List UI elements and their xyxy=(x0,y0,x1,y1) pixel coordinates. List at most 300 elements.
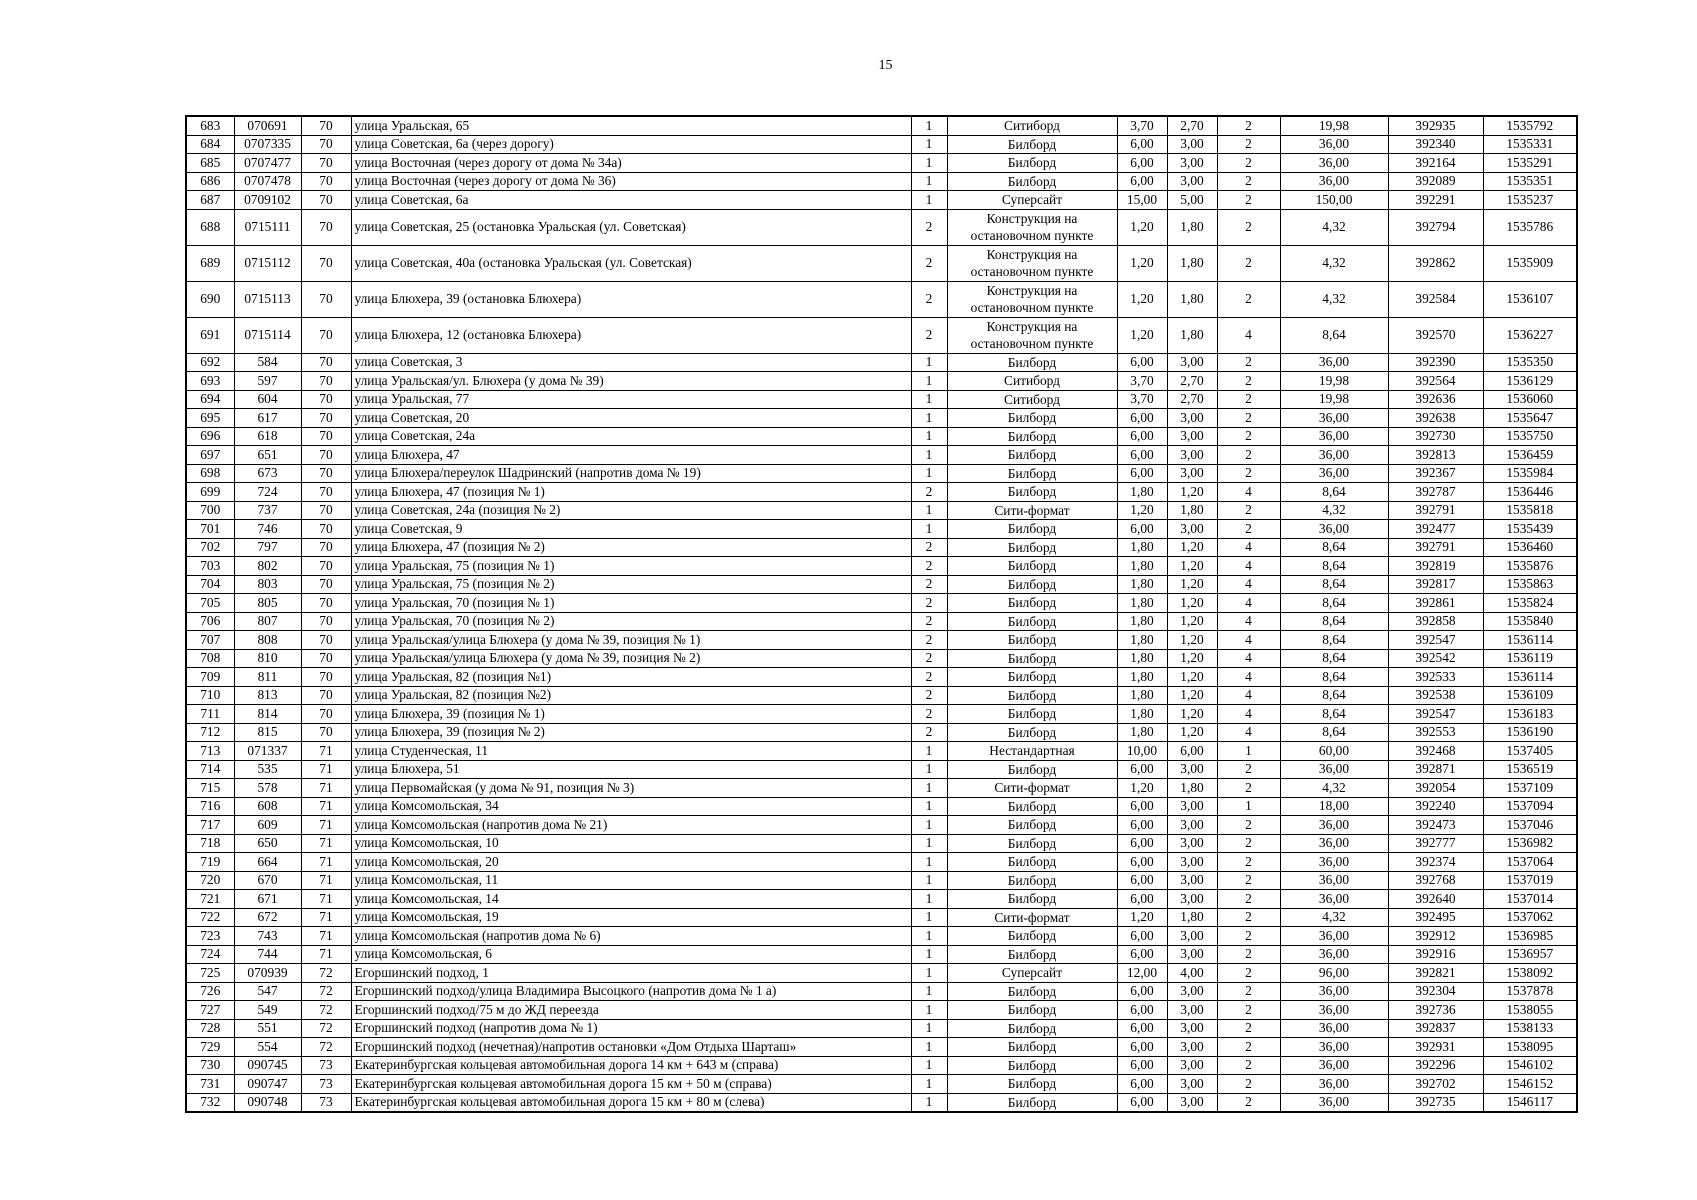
district-code-cell: 70 xyxy=(301,612,351,631)
address-cell: Егоршинский подход (напротив дома № 1) xyxy=(351,1019,911,1038)
district-code-cell: 72 xyxy=(301,982,351,1001)
table-row xyxy=(186,135,1577,154)
district-code-cell: 70 xyxy=(301,594,351,613)
sides-cell: 1 xyxy=(911,853,947,872)
width-cell: 6,00 xyxy=(1117,446,1167,465)
object-number-cell: 671 xyxy=(234,890,301,909)
object-number-cell: 090745 xyxy=(234,1056,301,1075)
table-row xyxy=(186,945,1577,964)
width-cell: 10,00 xyxy=(1117,742,1167,761)
coord-y-cell: 1546117 xyxy=(1483,1093,1577,1112)
height-cell: 1,20 xyxy=(1167,612,1217,631)
height-cell: 1,80 xyxy=(1167,501,1217,520)
address-cell: Екатеринбургская кольцевая автомобильная дорога 15 км + 80 м (слева) xyxy=(351,1093,911,1112)
address-cell: улица Советская, 6а (через дорогу) xyxy=(351,135,911,154)
height-cell: 1,20 xyxy=(1167,668,1217,687)
area-cell: 36,00 xyxy=(1280,1056,1388,1075)
district-code-cell: 70 xyxy=(301,390,351,409)
coord-y-cell: 1536114 xyxy=(1483,668,1577,687)
address-cell: Екатеринбургская кольцевая автомобильная дорога 14 км + 643 м (справа) xyxy=(351,1056,911,1075)
type-cell: Ситиборд xyxy=(947,390,1117,409)
type-cell: Ситиборд xyxy=(947,116,1117,135)
row-number-cell: 710 xyxy=(186,686,234,705)
width-cell: 1,80 xyxy=(1117,631,1167,650)
row-number-cell: 691 xyxy=(186,317,234,353)
address-cell: улица Уральская/ул. Блюхера (у дома № 39) xyxy=(351,372,911,391)
table-row xyxy=(186,353,1577,372)
coord-x-cell: 392538 xyxy=(1388,686,1483,705)
address-cell: улица Уральская, 65 xyxy=(351,116,911,135)
row-number-cell: 696 xyxy=(186,427,234,446)
coord-x-cell: 392861 xyxy=(1388,594,1483,613)
width-cell: 6,00 xyxy=(1117,1093,1167,1112)
height-cell: 3,00 xyxy=(1167,945,1217,964)
coord-y-cell: 1535750 xyxy=(1483,427,1577,446)
row-number-cell: 683 xyxy=(186,116,234,135)
area-cell: 19,98 xyxy=(1280,372,1388,391)
object-number-cell: 737 xyxy=(234,501,301,520)
table-row xyxy=(186,281,1577,317)
table-row xyxy=(186,483,1577,502)
area-cell: 4,32 xyxy=(1280,779,1388,798)
address-cell: улица Блюхера, 39 (остановка Блюхера) xyxy=(351,281,911,317)
row-number-cell: 688 xyxy=(186,209,234,245)
coord-y-cell: 1536183 xyxy=(1483,705,1577,724)
row-number-cell: 699 xyxy=(186,483,234,502)
address-cell: улица Комсомольская (напротив дома № 6) xyxy=(351,927,911,946)
row-number-cell: 728 xyxy=(186,1019,234,1038)
width-cell: 6,00 xyxy=(1117,834,1167,853)
address-cell: улица Комсомольская, 20 xyxy=(351,853,911,872)
table-row xyxy=(186,1056,1577,1075)
coord-y-cell: 1536519 xyxy=(1483,760,1577,779)
object-number-cell: 813 xyxy=(234,686,301,705)
coord-x-cell: 392570 xyxy=(1388,317,1483,353)
area-cell: 19,98 xyxy=(1280,390,1388,409)
table-row xyxy=(186,446,1577,465)
width-cell: 6,00 xyxy=(1117,1019,1167,1038)
coord-y-cell: 1538095 xyxy=(1483,1038,1577,1057)
type-cell: Конструкция на остановочном пункте xyxy=(947,281,1117,317)
coord-y-cell: 1536119 xyxy=(1483,649,1577,668)
sides-cell: 1 xyxy=(911,834,947,853)
height-cell: 1,20 xyxy=(1167,538,1217,557)
table-row xyxy=(186,908,1577,927)
object-number-cell: 670 xyxy=(234,871,301,890)
object-number-cell: 090747 xyxy=(234,1075,301,1094)
district-code-cell: 72 xyxy=(301,1038,351,1057)
sides-cell: 1 xyxy=(911,1019,947,1038)
coord-x-cell: 392089 xyxy=(1388,172,1483,191)
coord-y-cell: 1546152 xyxy=(1483,1075,1577,1094)
coord-x-cell: 392638 xyxy=(1388,409,1483,428)
object-number-cell: 810 xyxy=(234,649,301,668)
table-row xyxy=(186,501,1577,520)
table-row xyxy=(186,557,1577,576)
object-number-cell: 651 xyxy=(234,446,301,465)
height-cell: 1,20 xyxy=(1167,483,1217,502)
type-cell: Билборд xyxy=(947,520,1117,539)
height-cell: 3,00 xyxy=(1167,172,1217,191)
coord-y-cell: 1535439 xyxy=(1483,520,1577,539)
height-cell: 3,00 xyxy=(1167,135,1217,154)
height-cell: 1,20 xyxy=(1167,575,1217,594)
row-number-cell: 695 xyxy=(186,409,234,428)
type-cell: Билборд xyxy=(947,927,1117,946)
width-cell: 6,00 xyxy=(1117,409,1167,428)
faces-cell: 2 xyxy=(1217,982,1280,1001)
coord-y-cell: 1537878 xyxy=(1483,982,1577,1001)
height-cell: 3,00 xyxy=(1167,353,1217,372)
type-cell: Суперсайт xyxy=(947,191,1117,210)
coord-x-cell: 392912 xyxy=(1388,927,1483,946)
coord-y-cell: 1535909 xyxy=(1483,245,1577,281)
coord-y-cell: 1537064 xyxy=(1483,853,1577,872)
height-cell: 3,00 xyxy=(1167,446,1217,465)
sides-cell: 2 xyxy=(911,612,947,631)
row-number-cell: 711 xyxy=(186,705,234,724)
coord-x-cell: 392240 xyxy=(1388,797,1483,816)
width-cell: 3,70 xyxy=(1117,390,1167,409)
area-cell: 36,00 xyxy=(1280,409,1388,428)
district-code-cell: 70 xyxy=(301,631,351,650)
object-number-cell: 672 xyxy=(234,908,301,927)
coord-x-cell: 392636 xyxy=(1388,390,1483,409)
table-row xyxy=(186,409,1577,428)
width-cell: 1,80 xyxy=(1117,649,1167,668)
district-code-cell: 71 xyxy=(301,779,351,798)
type-cell: Сити-формат xyxy=(947,501,1117,520)
area-cell: 36,00 xyxy=(1280,871,1388,890)
row-number-cell: 712 xyxy=(186,723,234,742)
faces-cell: 4 xyxy=(1217,649,1280,668)
faces-cell: 2 xyxy=(1217,927,1280,946)
address-cell: Егоршинский подход (нечетная)/напротив остановки «Дом Отдыха Шарташ» xyxy=(351,1038,911,1057)
width-cell: 1,80 xyxy=(1117,483,1167,502)
faces-cell: 2 xyxy=(1217,464,1280,483)
district-code-cell: 70 xyxy=(301,154,351,173)
object-number-cell: 551 xyxy=(234,1019,301,1038)
width-cell: 3,70 xyxy=(1117,116,1167,135)
height-cell: 1,20 xyxy=(1167,723,1217,742)
sides-cell: 2 xyxy=(911,483,947,502)
coord-y-cell: 1535786 xyxy=(1483,209,1577,245)
width-cell: 1,20 xyxy=(1117,209,1167,245)
faces-cell: 2 xyxy=(1217,945,1280,964)
table-row xyxy=(186,317,1577,353)
height-cell: 1,20 xyxy=(1167,686,1217,705)
object-number-cell: 811 xyxy=(234,668,301,687)
width-cell: 6,00 xyxy=(1117,1056,1167,1075)
district-code-cell: 70 xyxy=(301,172,351,191)
type-cell: Конструкция на остановочном пункте xyxy=(947,245,1117,281)
coord-x-cell: 392390 xyxy=(1388,353,1483,372)
row-number-cell: 708 xyxy=(186,649,234,668)
coord-y-cell: 1536129 xyxy=(1483,372,1577,391)
faces-cell: 2 xyxy=(1217,281,1280,317)
area-cell: 36,00 xyxy=(1280,1001,1388,1020)
coord-y-cell: 1537062 xyxy=(1483,908,1577,927)
object-number-cell: 604 xyxy=(234,390,301,409)
coord-y-cell: 1536982 xyxy=(1483,834,1577,853)
coord-y-cell: 1538055 xyxy=(1483,1001,1577,1020)
height-cell: 1,80 xyxy=(1167,908,1217,927)
width-cell: 6,00 xyxy=(1117,945,1167,964)
sides-cell: 1 xyxy=(911,1038,947,1057)
sides-cell: 1 xyxy=(911,742,947,761)
coord-x-cell: 392817 xyxy=(1388,575,1483,594)
address-cell: улица Уральская, 70 (позиция № 2) xyxy=(351,612,911,631)
coord-y-cell: 1536460 xyxy=(1483,538,1577,557)
address-cell: улица Комсомольская, 10 xyxy=(351,834,911,853)
row-number-cell: 732 xyxy=(186,1093,234,1112)
row-number-cell: 705 xyxy=(186,594,234,613)
area-cell: 36,00 xyxy=(1280,154,1388,173)
row-number-cell: 702 xyxy=(186,538,234,557)
table-row xyxy=(186,1019,1577,1038)
row-number-cell: 689 xyxy=(186,245,234,281)
object-number-cell: 814 xyxy=(234,705,301,724)
table-row xyxy=(186,649,1577,668)
table-row xyxy=(186,209,1577,245)
object-number-cell: 797 xyxy=(234,538,301,557)
object-number-cell: 0709102 xyxy=(234,191,301,210)
coord-y-cell: 1536985 xyxy=(1483,927,1577,946)
sides-cell: 1 xyxy=(911,135,947,154)
coord-y-cell: 1537046 xyxy=(1483,816,1577,835)
sides-cell: 1 xyxy=(911,191,947,210)
faces-cell: 2 xyxy=(1217,172,1280,191)
coord-x-cell: 392304 xyxy=(1388,982,1483,1001)
district-code-cell: 71 xyxy=(301,927,351,946)
row-number-cell: 714 xyxy=(186,760,234,779)
faces-cell: 4 xyxy=(1217,723,1280,742)
type-cell: Билборд xyxy=(947,464,1117,483)
district-code-cell: 71 xyxy=(301,890,351,909)
faces-cell: 4 xyxy=(1217,705,1280,724)
table-row xyxy=(186,427,1577,446)
object-number-cell: 535 xyxy=(234,760,301,779)
address-cell: улица Студенческая, 11 xyxy=(351,742,911,761)
width-cell: 6,00 xyxy=(1117,982,1167,1001)
width-cell: 1,80 xyxy=(1117,723,1167,742)
width-cell: 6,00 xyxy=(1117,154,1167,173)
width-cell: 6,00 xyxy=(1117,172,1167,191)
sides-cell: 1 xyxy=(911,390,947,409)
faces-cell: 2 xyxy=(1217,964,1280,983)
coord-x-cell: 392584 xyxy=(1388,281,1483,317)
row-number-cell: 723 xyxy=(186,927,234,946)
sides-cell: 1 xyxy=(911,908,947,927)
object-number-cell: 743 xyxy=(234,927,301,946)
sides-cell: 2 xyxy=(911,631,947,650)
faces-cell: 2 xyxy=(1217,501,1280,520)
coord-y-cell: 1538092 xyxy=(1483,964,1577,983)
faces-cell: 2 xyxy=(1217,154,1280,173)
coord-x-cell: 392547 xyxy=(1388,631,1483,650)
type-cell: Билборд xyxy=(947,1001,1117,1020)
district-code-cell: 70 xyxy=(301,686,351,705)
object-number-cell: 618 xyxy=(234,427,301,446)
sides-cell: 1 xyxy=(911,1056,947,1075)
area-cell: 36,00 xyxy=(1280,520,1388,539)
width-cell: 1,80 xyxy=(1117,538,1167,557)
district-code-cell: 70 xyxy=(301,245,351,281)
object-number-cell: 609 xyxy=(234,816,301,835)
address-cell: улица Уральская, 70 (позиция № 1) xyxy=(351,594,911,613)
coord-y-cell: 1538133 xyxy=(1483,1019,1577,1038)
width-cell: 6,00 xyxy=(1117,1038,1167,1057)
width-cell: 6,00 xyxy=(1117,353,1167,372)
coord-x-cell: 392477 xyxy=(1388,520,1483,539)
district-code-cell: 70 xyxy=(301,668,351,687)
district-code-cell: 70 xyxy=(301,575,351,594)
address-cell: улица Советская, 24а xyxy=(351,427,911,446)
type-cell: Ситиборд xyxy=(947,372,1117,391)
row-number-cell: 685 xyxy=(186,154,234,173)
sides-cell: 2 xyxy=(911,575,947,594)
district-code-cell: 70 xyxy=(301,191,351,210)
sides-cell: 1 xyxy=(911,927,947,946)
row-number-cell: 704 xyxy=(186,575,234,594)
address-cell: улица Уральская, 75 (позиция № 1) xyxy=(351,557,911,576)
sides-cell: 1 xyxy=(911,779,947,798)
faces-cell: 4 xyxy=(1217,557,1280,576)
coord-x-cell: 392640 xyxy=(1388,890,1483,909)
coord-x-cell: 392916 xyxy=(1388,945,1483,964)
table-row xyxy=(186,1001,1577,1020)
object-number-cell: 724 xyxy=(234,483,301,502)
table-row xyxy=(186,834,1577,853)
row-number-cell: 716 xyxy=(186,797,234,816)
coord-y-cell: 1536459 xyxy=(1483,446,1577,465)
faces-cell: 2 xyxy=(1217,1056,1280,1075)
table-row xyxy=(186,575,1577,594)
object-number-cell: 0707478 xyxy=(234,172,301,191)
height-cell: 1,80 xyxy=(1167,245,1217,281)
width-cell: 6,00 xyxy=(1117,890,1167,909)
table-row xyxy=(186,797,1577,816)
height-cell: 3,00 xyxy=(1167,834,1217,853)
type-cell: Билборд xyxy=(947,668,1117,687)
sides-cell: 1 xyxy=(911,945,947,964)
table-row xyxy=(186,191,1577,210)
type-cell: Билборд xyxy=(947,353,1117,372)
table-row xyxy=(186,742,1577,761)
width-cell: 1,20 xyxy=(1117,908,1167,927)
object-number-cell: 608 xyxy=(234,797,301,816)
coord-x-cell: 392164 xyxy=(1388,154,1483,173)
address-cell: улица Блюхера/переулок Шадринский (напротив дома № 19) xyxy=(351,464,911,483)
district-code-cell: 70 xyxy=(301,649,351,668)
district-code-cell: 70 xyxy=(301,281,351,317)
coord-x-cell: 392791 xyxy=(1388,538,1483,557)
coord-x-cell: 392533 xyxy=(1388,668,1483,687)
sides-cell: 2 xyxy=(911,723,947,742)
table-row xyxy=(186,1093,1577,1112)
coord-x-cell: 392367 xyxy=(1388,464,1483,483)
width-cell: 1,20 xyxy=(1117,317,1167,353)
height-cell: 2,70 xyxy=(1167,116,1217,135)
type-cell: Билборд xyxy=(947,154,1117,173)
height-cell: 3,00 xyxy=(1167,464,1217,483)
coord-y-cell: 1536060 xyxy=(1483,390,1577,409)
object-number-cell: 070691 xyxy=(234,116,301,135)
height-cell: 3,00 xyxy=(1167,427,1217,446)
area-cell: 8,64 xyxy=(1280,483,1388,502)
type-cell: Сити-формат xyxy=(947,779,1117,798)
width-cell: 6,00 xyxy=(1117,853,1167,872)
object-number-cell: 554 xyxy=(234,1038,301,1057)
table-row xyxy=(186,245,1577,281)
address-cell: улица Советская, 6а xyxy=(351,191,911,210)
area-cell: 8,64 xyxy=(1280,631,1388,650)
area-cell: 4,32 xyxy=(1280,281,1388,317)
coord-x-cell: 392813 xyxy=(1388,446,1483,465)
type-cell: Билборд xyxy=(947,538,1117,557)
district-code-cell: 70 xyxy=(301,464,351,483)
sides-cell: 2 xyxy=(911,281,947,317)
district-code-cell: 73 xyxy=(301,1056,351,1075)
row-number-cell: 722 xyxy=(186,908,234,927)
area-cell: 8,64 xyxy=(1280,668,1388,687)
faces-cell: 2 xyxy=(1217,390,1280,409)
row-number-cell: 709 xyxy=(186,668,234,687)
table-row xyxy=(186,1075,1577,1094)
height-cell: 3,00 xyxy=(1167,853,1217,872)
height-cell: 1,80 xyxy=(1167,317,1217,353)
type-cell: Конструкция на остановочном пункте xyxy=(947,317,1117,353)
faces-cell: 4 xyxy=(1217,631,1280,650)
type-cell: Билборд xyxy=(947,483,1117,502)
area-cell: 36,00 xyxy=(1280,172,1388,191)
type-cell: Сити-формат xyxy=(947,908,1117,927)
width-cell: 6,00 xyxy=(1117,520,1167,539)
sides-cell: 1 xyxy=(911,427,947,446)
type-cell: Билборд xyxy=(947,871,1117,890)
coord-y-cell: 1535237 xyxy=(1483,191,1577,210)
address-cell: улица Уральская, 75 (позиция № 2) xyxy=(351,575,911,594)
faces-cell: 4 xyxy=(1217,538,1280,557)
faces-cell: 2 xyxy=(1217,245,1280,281)
width-cell: 6,00 xyxy=(1117,427,1167,446)
row-number-cell: 724 xyxy=(186,945,234,964)
coord-x-cell: 392374 xyxy=(1388,853,1483,872)
coord-x-cell: 392495 xyxy=(1388,908,1483,927)
coord-y-cell: 1537014 xyxy=(1483,890,1577,909)
area-cell: 36,00 xyxy=(1280,982,1388,1001)
object-number-cell: 805 xyxy=(234,594,301,613)
address-cell: Егоршинский подход/улица Владимира Высоцкого (напротив дома № 1 а) xyxy=(351,982,911,1001)
height-cell: 3,00 xyxy=(1167,1093,1217,1112)
area-cell: 4,32 xyxy=(1280,209,1388,245)
district-code-cell: 71 xyxy=(301,871,351,890)
district-code-cell: 73 xyxy=(301,1093,351,1112)
width-cell: 12,00 xyxy=(1117,964,1167,983)
area-cell: 36,00 xyxy=(1280,135,1388,154)
area-cell: 36,00 xyxy=(1280,464,1388,483)
coord-x-cell: 392931 xyxy=(1388,1038,1483,1057)
area-cell: 36,00 xyxy=(1280,1075,1388,1094)
address-cell: улица Комсомольская, 34 xyxy=(351,797,911,816)
row-number-cell: 730 xyxy=(186,1056,234,1075)
address-cell: улица Уральская, 77 xyxy=(351,390,911,409)
width-cell: 1,80 xyxy=(1117,557,1167,576)
width-cell: 6,00 xyxy=(1117,1075,1167,1094)
object-number-cell: 617 xyxy=(234,409,301,428)
address-cell: улица Советская, 40а (остановка Уральская (ул. Советская) xyxy=(351,245,911,281)
object-number-cell: 0715112 xyxy=(234,245,301,281)
